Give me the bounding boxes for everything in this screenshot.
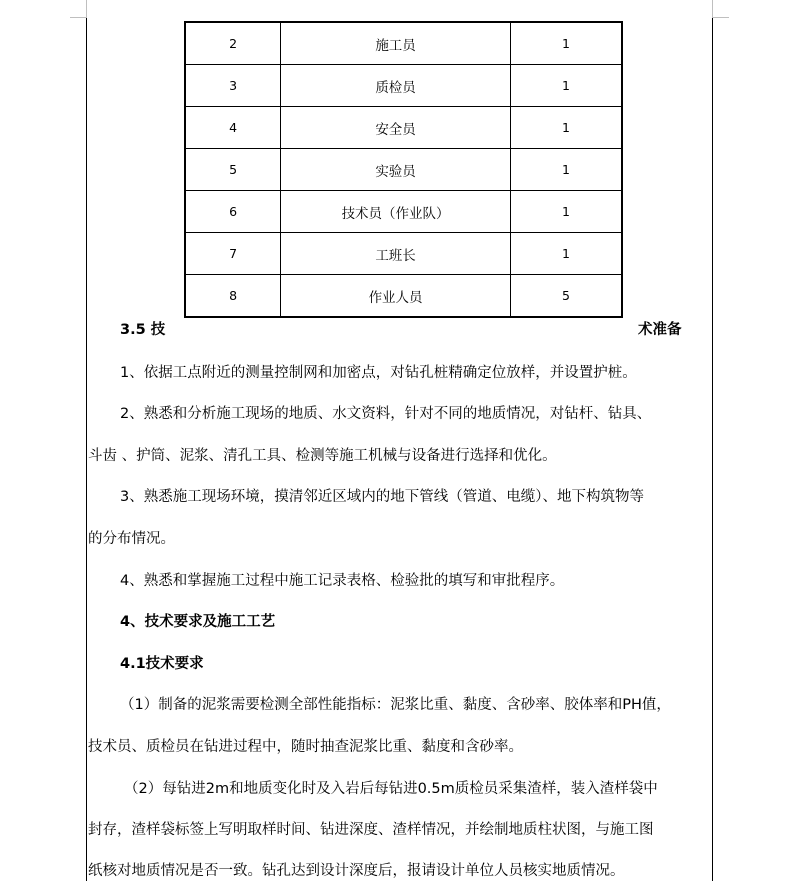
paragraph-line: （2）每钻进2m和地质变化时及入岩后每钻进0.5m质检员采集渣样，装入渣样袋中	[124, 781, 658, 797]
cell-no: 8	[185, 275, 281, 318]
table-row	[185, 275, 622, 318]
cell-role: 安全员	[281, 107, 511, 149]
table-row	[185, 233, 622, 275]
table-row	[185, 191, 622, 233]
page-frame-left	[86, 18, 87, 881]
paragraph-line: 1、依据工点附近的测量控制网和加密点，对钻孔桩精确定位放样，并设置护桩。	[120, 365, 637, 381]
section-heading-3-5: 3.5 技	[120, 322, 166, 338]
section-heading-3-5-continued: 术准备	[638, 322, 682, 338]
cell-count: 1	[511, 233, 622, 275]
cell-no: 6	[185, 191, 281, 233]
crop-mark	[712, 17, 729, 18]
cell-no: 2	[185, 22, 281, 65]
table-row	[185, 149, 622, 191]
paragraph-line: 技术员、质检员在钻进过程中，随时抽查泥浆比重、黏度和含砂率。	[88, 739, 523, 755]
paragraph-line: 斗齿 、护筒、泥浆、清孔工具、检测等施工机械与设备进行选择和优化。	[88, 448, 557, 464]
cell-no: 3	[185, 65, 281, 107]
section-heading-4-1: 4.1技术要求	[120, 656, 204, 672]
table-row	[185, 107, 622, 149]
paragraph-line: 纸核对地质情况是否一致。钻孔达到设计深度后，报请设计单位人员核实地质情况。	[88, 863, 625, 879]
table-row	[185, 22, 622, 65]
paragraph-line: 3、熟悉施工现场环境，摸清邻近区域内的地下管线（管道、电缆）、地下构筑物等	[120, 489, 644, 505]
table-row	[185, 65, 622, 107]
cell-role: 工班长	[281, 233, 511, 275]
cell-count: 5	[511, 275, 622, 318]
crop-mark	[70, 17, 87, 18]
paragraph-line: 2、熟悉和分析施工现场的地质、水文资料，针对不同的地质情况，对钻杆、钻具、	[120, 406, 652, 422]
section-heading-4: 4、技术要求及施工工艺	[120, 614, 276, 630]
cell-role: 施工员	[281, 22, 511, 65]
paragraph-line: 封存，渣样袋标签上写明取样时间、钻进深度、渣样情况，并绘制地质柱状图，与施工图	[88, 822, 654, 838]
crop-mark	[712, 0, 713, 17]
cell-no: 7	[185, 233, 281, 275]
cell-role: 实验员	[281, 149, 511, 191]
cell-count: 1	[511, 107, 622, 149]
cell-role: 技术员（作业队）	[281, 191, 511, 233]
paragraph-line: 4、熟悉和掌握施工过程中施工记录表格、检验批的填写和审批程序。	[120, 573, 565, 589]
cell-role: 质检员	[281, 65, 511, 107]
crop-mark	[86, 0, 87, 17]
cell-role: 作业人员	[281, 275, 511, 318]
cell-count: 1	[511, 149, 622, 191]
cell-count: 1	[511, 65, 622, 107]
paragraph-line: （1）制备的泥浆需要检测全部性能指标：泥浆比重、黏度、含砂率、胶体率和PH值，	[120, 697, 671, 713]
cell-no: 4	[185, 107, 281, 149]
staff-table	[184, 21, 623, 318]
cell-count: 1	[511, 191, 622, 233]
paragraph-line: 的分布情况。	[88, 531, 175, 547]
page-frame-right	[712, 18, 713, 881]
cell-count: 1	[511, 22, 622, 65]
cell-no: 5	[185, 149, 281, 191]
